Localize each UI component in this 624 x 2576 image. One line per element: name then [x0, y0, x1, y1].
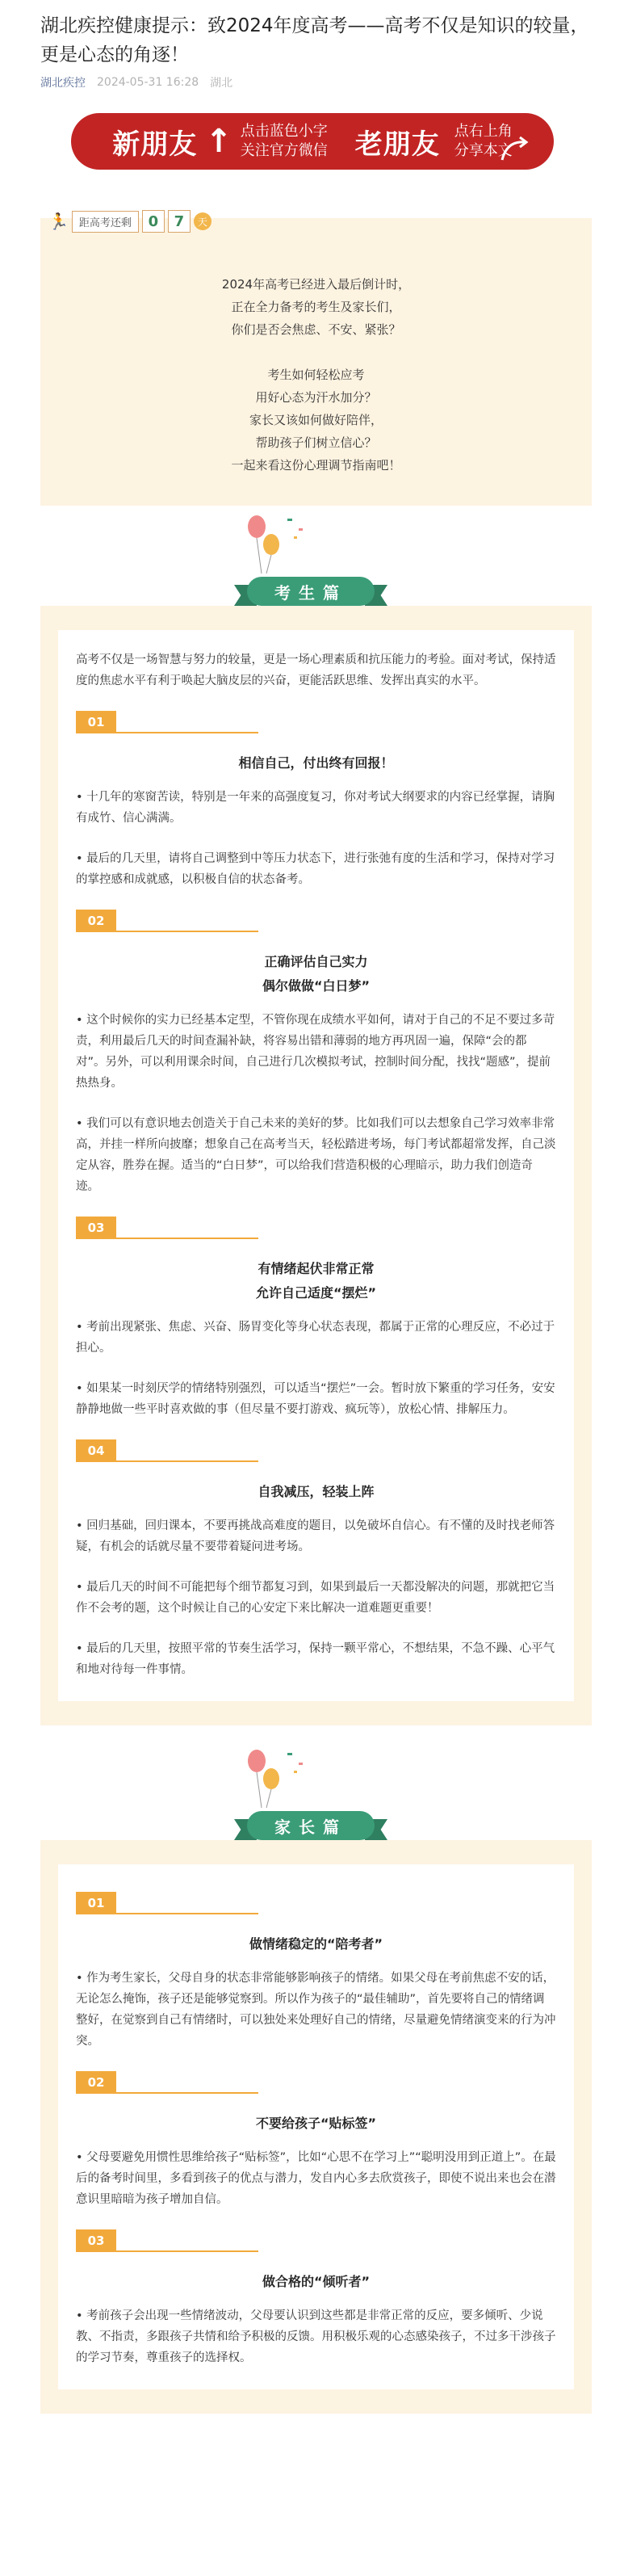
- section-paragraph: • 我们可以有意识地去创造关于自己未来的美好的梦。比如我们可以去想象自己学习效率非常高，并挂一样所向披靡；想象自己在高考当天，轻松踏进考场，每门考试都超常发挥，自己淡定从容，胜券在握。适当的“白日梦”，可以给我们营造积极的心理暗示，助力我们创造奇迹。: [76, 1117, 556, 1193]
- account-name-link[interactable]: 湖北疾控: [40, 77, 86, 90]
- section-number: [76, 2229, 556, 2252]
- section-title-line: 允许自己适度“摆烂”: [255, 1285, 377, 1301]
- intro-text: [40, 218, 592, 506]
- banner-left-line2: 关注官方微信: [240, 142, 328, 159]
- student-lead: 高考不仅是一场智慧与努力的较量，更是一场心理素质和抗压能力的考验。面对考试，保持适度的焦虑水平有利于唤起大脑皮层的兴奋，更能活跃思维、发挥出真实的水平。: [76, 653, 556, 687]
- section-number-label: 02: [76, 2071, 116, 2094]
- section-paragraph: • 考前出现紧张、焦虑、兴奋、肠胃变化等身心状态表现，都属于正常的心理反应，不必过于担心。: [76, 1321, 555, 1355]
- parent-section-header: [0, 1745, 624, 1866]
- student-ribbon-label: 考生篇: [247, 577, 375, 606]
- section-paragraph: • 父母要避免用惯性思维给孩子“贴标签”，比如“心思不在学习上”“聪明没用到正道上”。在最后的备考时间里，多看到孩子的优点与潜力，发自内心多去欣赏孩子，即使不说出来也会在潜意识里暗暗为孩子增加自信。: [76, 2151, 556, 2206]
- section-title-line: 自我减压，轻装上阵: [258, 1484, 375, 1499]
- parent-ribbon-label: 家长篇: [247, 1811, 375, 1840]
- student-panel: [40, 606, 592, 1725]
- section-title: [76, 950, 556, 998]
- intro-line: 考生如何轻松应考: [267, 368, 365, 382]
- student-ribbon: [234, 574, 387, 609]
- section-number-label: 03: [76, 2229, 116, 2252]
- section-number: [76, 910, 556, 932]
- section-number: [76, 1439, 556, 1462]
- intro-line: 家长又该如何做好陪伴，: [249, 413, 383, 427]
- countdown-label: 距高考还剩: [72, 211, 139, 233]
- countdown-widget: [48, 210, 211, 233]
- section-number: [76, 1892, 556, 1914]
- banner-left-text: [241, 122, 328, 161]
- section-number: [76, 2071, 556, 2094]
- section-paragraph: • 回归基础，回归课本，不要再挑战高难度的题目，以免破坏自信心。有不懂的及时找老师答疑，有机会的话就尽量不要带着疑问进考场。: [76, 1519, 555, 1553]
- section-title: [76, 1480, 556, 1504]
- section-title: [76, 1257, 556, 1305]
- section-paragraph: • 如果某一时刻厌学的情绪特别强烈，可以适当“摆烂”一会。暂时放下繁重的学习任务，安安静静地做一些平时喜欢做的事（但尽量不要打游戏、疯玩等），放松心情、排解压力。: [76, 1382, 555, 1416]
- runner-icon: 🏃: [48, 212, 69, 231]
- section-paragraph: • 这个时候你的实力已经基本定型，不管你现在成绩水平如何，请对于自己的不足不要过多苛责，利用最后几天的时间查漏补缺，将容易出错和薄弱的地方再巩固一遍，保障“会的都对”。另外，可以利用课余时间，自己进行几次模拟考试，控制时间分配，找找“题感”，提前热热身。: [76, 1014, 555, 1090]
- banner-right-line1: 点右上角: [454, 123, 513, 140]
- section-title: 做情绪稳定的“陪考者”: [249, 1936, 383, 1952]
- section-title-line: 偶尔做做“白日梦”: [262, 978, 371, 994]
- parent-ribbon: [234, 1808, 387, 1843]
- intro-box: [40, 212, 592, 506]
- section-number: [76, 711, 556, 733]
- section-title-line: 相信自己，付出终有回报！: [238, 755, 394, 771]
- student-card: [58, 630, 574, 1701]
- article-meta: [0, 69, 624, 90]
- arrow-up-icon: ↑: [205, 123, 232, 160]
- section-number-label: 04: [76, 1439, 116, 1462]
- section-paragraph: • 最后几天的时间不可能把每个细节都复习到，如果到最后一天都没解决的问题，那就把它当作不会考的题，这个时候让自己的心安定下来比解决一道难题更重要！: [76, 1581, 555, 1615]
- countdown-digit: 7: [168, 210, 191, 233]
- section-paragraph: • 考前孩子会出现一些情绪波动，父母要认识到这些都是非常正常的反应，要多倾听、少说教、不指责，多跟孩子共情和给予积极的反馈。用积极乐观的心态感染孩子，不过多干涉孩子的学习节奏，尊重孩子的选择权。: [76, 2309, 556, 2364]
- banner-right-line2: 分享本文: [454, 142, 513, 159]
- section-paragraph: • 作为考生家长，父母自身的状态非常能够影响孩子的情绪。如果父母在考前焦虑不安的话，无论怎么掩饰，孩子还是能够觉察到。所以作为孩子的“最佳辅助”，首先要将自己的情绪调整好，在觉察到自己有情绪时，可以独处来处理好自己的情绪，尽量避免情绪演变来的行为冲突。: [76, 1972, 556, 2048]
- section-number-label: 03: [76, 1217, 116, 1239]
- section-number-label: 01: [76, 1892, 116, 1914]
- section-title: 做合格的“倾听者”: [262, 2274, 371, 2289]
- curved-arrow-icon: [499, 136, 531, 163]
- balloons-icon: [234, 511, 363, 575]
- publish-location: 湖北: [210, 77, 233, 90]
- section-title-line: 正确评估自己实力: [264, 954, 368, 969]
- intro-line: 你们是否会焦虑、不安、紧张？: [231, 322, 401, 337]
- parent-card: [58, 1864, 574, 2389]
- intro-line: 帮助孩子们树立信心？: [255, 435, 377, 450]
- section-number-label: 02: [76, 910, 116, 932]
- intro-line: 一起来看这份心理调节指南吧！: [231, 458, 401, 473]
- follow-banner[interactable]: [71, 113, 554, 170]
- intro-line: 用好心态为汗水加分？: [255, 390, 377, 405]
- countdown-unit: 天: [194, 212, 211, 230]
- section-number-label: 01: [76, 711, 116, 733]
- banner-new-friend: 新朋友: [112, 128, 198, 161]
- balloons-icon: [234, 1745, 363, 1809]
- section-paragraph: • 最后的几天里，请将自己调整到中等压力状态下，进行张弛有度的生活和学习，保持对学习的掌控感和成就感，以积极自信的状态备考。: [76, 852, 555, 886]
- student-section-header: [0, 511, 624, 632]
- publish-date: 2024-05-31 16:28: [97, 76, 199, 89]
- countdown-digit: 0: [142, 210, 165, 233]
- parent-panel: [40, 1840, 592, 2414]
- article-title: 湖北疾控健康提示：致2024年度高考——高考不仅是知识的较量，更是心态的角逐！: [40, 15, 589, 65]
- intro-line: 正在全力备考的考生及家长们，: [231, 300, 401, 314]
- section-title: [76, 751, 556, 775]
- section-title-line: 有情绪起伏非常正常: [258, 1261, 375, 1276]
- section-paragraph: • 最后的几天里，按照平常的节奏生活学习，保持一颗平常心，不想结果，不急不躁、心平气和地对待每一件事情。: [76, 1642, 555, 1676]
- section-paragraph: • 十几年的寒窗苦读，特别是一年来的高强度复习，你对考试大纲要求的内容已经掌握，请胸有成竹、信心满满。: [76, 791, 555, 825]
- section-title: 不要给孩子“贴标签”: [255, 2116, 377, 2131]
- intro-line: 2024年高考已经进入最后倒计时，: [221, 277, 411, 292]
- banner-left-line1: 点击蓝色小字: [240, 123, 328, 140]
- section-number: [76, 1217, 556, 1239]
- banner-old-friend: 老朋友: [354, 128, 440, 161]
